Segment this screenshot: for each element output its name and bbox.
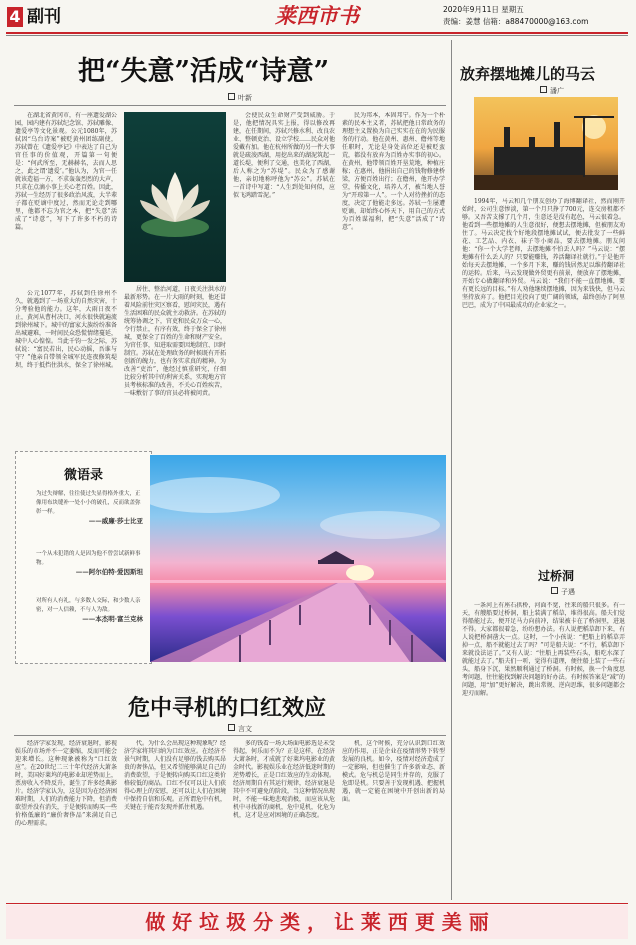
article1-author: 叶新 — [238, 94, 252, 102]
article3-byline — [551, 587, 575, 597]
right-column-divider — [451, 40, 452, 900]
byline-square-icon — [228, 724, 235, 731]
article4-col3: 多的钱看一场大场面电影选是未受得起，何乐而不为？正是这样，在经济大萧条时，才成就了好莱坞电影业的黄金时代。影视娱乐业在经济低迷时期的逆势增长，正是口红效应的生动体现。经济周期自有其运行规律，经济衰退是其中不可避免的阶段，当这种情况出现时，不能一味地悲观消极，而应该从危机中寻找新的商机，危中觅机，化危为机，这才是应对困境的正确态度。 — [233, 740, 335, 819]
pier-icon — [150, 455, 446, 662]
byline-square-icon — [228, 93, 235, 100]
quote-3: 对所有人有礼，与多数人交际，和少数人亲密，对一人信赖，不与人为敌。 ——本杰明·富兰克林 — [36, 598, 143, 623]
article4-title-rule — [14, 735, 446, 736]
issue-date: 2020年9月11日 星期五 — [443, 5, 524, 14]
article1-title: 把“失意”活成“诗意” — [78, 56, 330, 87]
article1-col2: 公元1077年，苏轼到任徐州不久，就遇到了一场重大的自然灾害，十分考验他的能力。这年，大雨日夜不止，黄河从曹村决口，河水很快就遍流到徐州城下。城中的富家大族纷纷准备出城避难，一时间民众恐慌情绪蔓延，城中人心惶惶。当此千钧一发之际，苏轼说：“富民若出，民心动摇，吾谁与守？”他亲自带领全城军民连夜修筑堤坝，终于抵挡住洪水，保全了徐州城。 — [15, 290, 117, 369]
article4-col4: 机，这个时候，充分认识到口红效应的作用，正是企业在疫情形势下转型发展的良机。如今，疫情对经济造成了一定影响，但也催生了许多新业态、新模式。危与机总是同生并存的，克服了危即是机。只要善于发现机遇、把握机遇，就一定能在困境中开创出新的局面。 — [342, 740, 445, 803]
page-number: 4 — [9, 7, 21, 26]
article2-byline — [540, 86, 564, 96]
article1-col3: 居住、整治河道，日夜关注洪水的最新形势。在一片大雨的时刻，他还冒着风险前往灾区察看，慰问灾民，遇有生活困难的民众就主动救济。在苏轼的统筹协调之下，官吏和民众万众一心，令行禁止，有序有效，终于保全了徐州城，更保全了百姓的生命和财产安全。为官任事，知进取需要因地制宜、因时制宜。苏轼在处理政务的时候既有开拓创新的魄力，也有务实求真的精神。为改善“吏治”，他经过慎重研究，仔细比较分析其中的利害关系，实现地方官员考核标准的改善，不关心百姓疾苦，一味敷衍了事的官员必将被问责。 — [124, 112, 226, 442]
article3-body: 一条河上有座石拱桥，河面不宽，往来的船只很多。有一天，有艘船要过桥洞，船上装满了稻草，堆得很高。船夫们觉得船能过去，便开足马力向前冲，结果被卡在了桥洞里，进退不得。大家都很着急，纷纷想办法。有人说把稻草卸下来，有人说把桥洞凿大一点。这时，一个小孩说：“把船上的稻草弄掉一点，船不就能过去了吗？”可是船夫说：“不行，稻草卸下来就没法运了。”又有人说：“往船上再装些石头，船吃水深了就能过去了。”船夫们一听，觉得有道理，便往船上装了一些石头，船身下沉，果然顺利通过了桥洞。有时候，换一个角度思考问题，往往能找到解决问题的好办法。有时候答案是“减”的问题，用“加”更好解决，跳出常规、逆向思维，很多问题都会迎刃而解。 — [462, 602, 625, 697]
article1-col4: 会使民众生命财产受到威胁。于是，他把情况具实上报，得以修改再建，在任期间，苏轼兴修水利、改良农业、整顿吏治、设立学校……民众对他爱戴有加。他在杭州所做的另一件大事就是疏浚西湖，用挖出来的湖泥筑起一道长堤，便利了交通，也美化了西湖，后人称之为“苏堤”。民众为了感谢他，亲切地称呼他为“苏公”。苏轼在一首诗中写道：“人生到处知何似，应似飞鸿踏雪泥。” — [233, 112, 335, 199]
lotus-icon — [124, 112, 226, 282]
editor-info: 责编：姜慧 信箱：a88470000@163.com — [443, 17, 589, 26]
pier-sunset-image — [150, 455, 446, 662]
article1-col5: 民为邦本，本固邦宁。作为一个朴素的民本主义者，苏轼把他日常政务的理想主义置换为自己实实在在的为民服务的行动。他在黄州、惠州、儋州等地任职时，无论是身处高位还是被贬蛮荒，都没有放弃为百姓办实事的初心。在黄州，他带领百姓开垦荒地，种植庄稼；在惠州，他捐出自己的钱物修建桥梁，方便百姓出行；在儋州，他开办学堂，传播文化，培养人才，被当地人誉为“开琼第一人”。一个人对待挫折的态度，决定了他能走多远。苏轼一生屡遭贬谪，却始终心怀天下，用自己的方式为百姓谋福利，把“失意”活成了“诗意”。 — [342, 112, 445, 231]
footer-slogan: 做 好 垃 圾 分 类 ， 让 莱 西 更 美 丽 — [145, 910, 489, 934]
article1-col1: 在湖北省黄冈市，有一座遗爱湖公园，园内建有苏轼纪念馆、苏轼雕像、遗爱亭等文化景观。公元1080年，苏轼因“乌台诗案”被贬黄州团练副使，苏轼曾在《遗爱亭记》中表达了自己为官任事的价值观，开篇第一句便是：“何武所至，无赫赫名，去而人思之，此之谓‘遗爱’。”他认为，为官一任就该造福一方，不求轰轰烈烈的大声，只求在点滴小事上关心老百姓。因此，苏轼一生经历了很多政治风波，大半辈子都在贬谪中度过，然而无论走到哪里，他都不忘为官之本，把“失意”活成了“诗意”，写下了许多不朽的诗篇。 — [15, 112, 117, 231]
byline-square-icon — [540, 86, 547, 93]
article4-byline — [228, 724, 252, 734]
article4-col1: 经济学家发现，经济衰退时，影视娱乐的市场并不一定萎缩，反而可能会迎来增长。这种现象被称为“口红效应”。在20世纪二三十年代经济大萧条时，美国好莱坞的电影业却逆势而上，票房收入不降反升，诞生了许多经典影片。经济学家认为，这是因为在经济困难时期，人们的消费能力下降，但消费欲望并没有消失，于是便转而购买一些价格低廉的“廉价奢侈品”来满足自己的心理需求。 — [15, 740, 117, 827]
article4-col2: 代。为什么会出现这种现象呢？经济学家将其归纳为口红效应。在经济不景气时期，人们没有足够的钱去购买昂贵的奢侈品，但又希望能够满足自己的消费欲望，于是便转向购买口红这类价格较低的商品。口红不仅可以让人们获得心理上的安慰，还可以让人们在困境中保持自信和乐观。正所谓危中有机，关键在于能否发现并抓住机遇。 — [124, 740, 226, 811]
byline-square-icon — [551, 587, 558, 594]
article3-author: 子遇 — [561, 588, 575, 596]
lotus-illustration — [124, 112, 226, 282]
article2-title: 放弃摆地摊儿的马云 — [460, 65, 596, 83]
article2-body: 1994年，马云和几个朋友创办了海博翻译社，然而刚开始时，公司生意惨淡，第一个月只挣了700元，连交房租都不够。又吾苦支撑了几个月，生意还是没有起色，马云很着急。他看到一些摆地摊的人生意很好，便想去摆地摊，但被朋友劝住了。马云决定找个好地段摆地摊试试，便去批发了一些鲜花、工艺品、内衣、袜子等小商品，要去摆地摊。朋友问他：“你一个大学老师，去摆地摊不怕丢人吗？”马云说：“摆地摊有什么丢人的？只要能赚钱，养活翻译社就行。”于是他开始每天去摆地摊，一个多月下来，赚的钱居然足以维持翻译社的运转。后来，马云发现做外贸更有前景，便放弃了摆地摊，开始专心做翻译和外贸。马云说：“我们不能一直摆地摊，要有更长远的目标。”有人劝他继续摆地摊，因为来钱快，但马云坚持放弃了。他把目光投向了更广阔的领域，最终创办了阿里巴巴，成为了中国最成功的企业家之一。 — [462, 198, 625, 309]
header — [0, 0, 636, 40]
construction-crane-icon — [474, 97, 618, 190]
header-rule-thin — [6, 35, 628, 36]
article2-illustration — [474, 97, 618, 190]
article4-author: 言文 — [238, 725, 252, 733]
quote-1: 为过失辩解，往往使过失显得格外重大，正像用布块缝补一处小小的破孔，反而欲盖弥彰一样。 ——威廉·莎士比亚 — [36, 491, 143, 525]
article1-title-rule — [14, 105, 446, 106]
header-rule — [6, 32, 628, 34]
masthead: 莱西市书 — [275, 3, 359, 28]
quotes-box — [15, 451, 152, 664]
quote-2: 一个从未犯错的人是因为他不曾尝试新鲜事物。 ——阿尔伯特·爱因斯坦 — [36, 551, 143, 576]
quotes-title: 微语录 — [63, 468, 103, 483]
article4-title: 危中寻机的口红效应 — [128, 695, 327, 721]
footer-rule — [6, 903, 628, 904]
article1-byline — [228, 93, 252, 103]
section-name: 副刊 — [27, 7, 61, 27]
article2-author: 潘广 — [550, 87, 564, 95]
article3-title: 过桥洞 — [538, 569, 575, 583]
